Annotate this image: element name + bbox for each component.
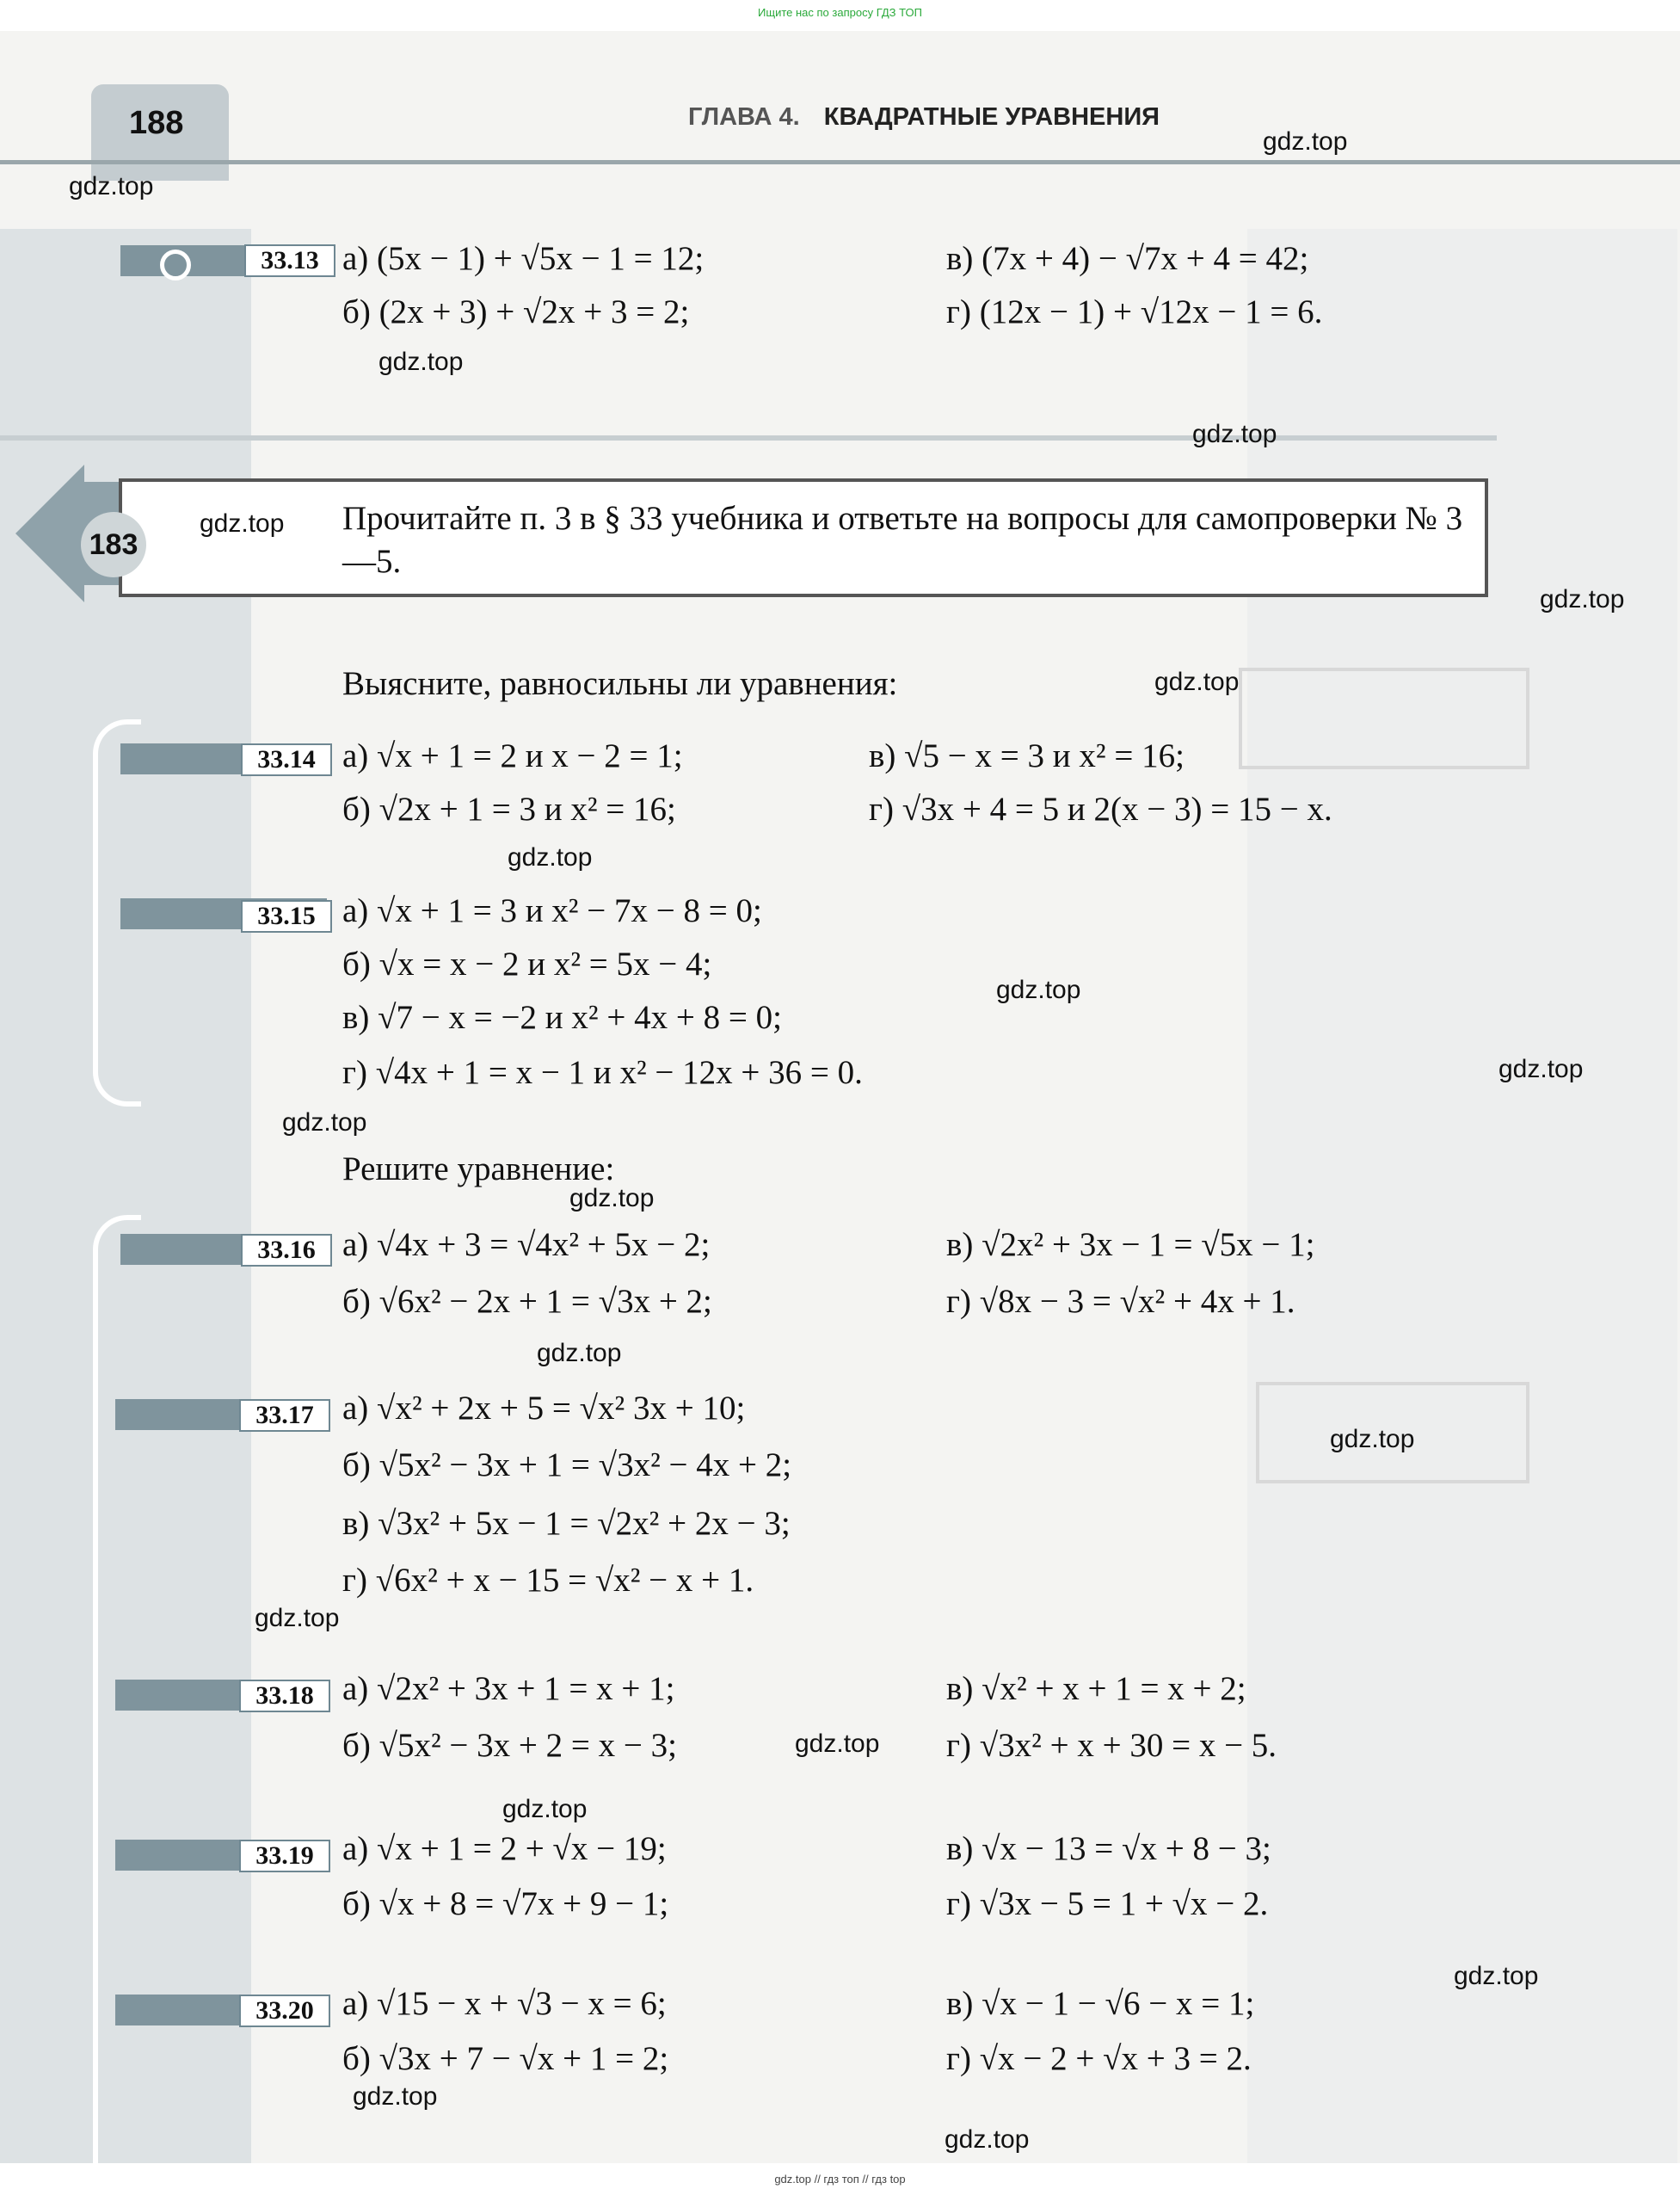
equation-item: б) (2x + 3) + √2x + 3 = 2;: [342, 293, 690, 330]
watermark: gdz.top: [945, 2125, 1030, 2154]
exercise-number: 33.20: [239, 1995, 330, 2027]
equation-item: г) √6x² + x − 15 = √x² − x + 1.: [342, 1562, 754, 1599]
equation-item: г) √3x² + x + 30 = x − 5.: [946, 1727, 1277, 1764]
chapter-label: ГЛАВА 4.: [688, 103, 800, 131]
reference-number: 183: [81, 512, 146, 577]
equation-item: в) √3x² + 5x − 1 = √2x² + 2x − 3;: [342, 1505, 791, 1542]
equation-item: в) √7 − x = −2 и x² + 4x + 8 = 0;: [342, 999, 782, 1036]
page-number: 188: [129, 105, 184, 141]
equation-item: б) √2x + 1 = 3 и x² = 16;: [342, 791, 676, 828]
watermark: gdz.top: [508, 843, 593, 872]
header-rule: [0, 160, 1680, 164]
equation-item: а) √x + 1 = 3 и x² − 7x − 8 = 0;: [342, 892, 762, 929]
equation-item: а) √x + 1 = 2 + √x − 19;: [342, 1830, 667, 1867]
watermark: gdz.top: [795, 1729, 880, 1758]
equation-item: г) √8x − 3 = √x² + 4x + 1.: [946, 1283, 1295, 1320]
watermark: gdz.top: [1454, 1962, 1539, 1990]
watermark: gdz.top: [1154, 668, 1240, 696]
equation-item: а) √x + 1 = 2 и x − 2 = 1;: [342, 737, 683, 774]
bottom-note: gdz.top // гдз топ // гдз top: [774, 2173, 906, 2186]
watermark: gdz.top: [1263, 127, 1348, 156]
top-note: Ищите нас по запросу ГДЗ ТОП: [758, 6, 922, 19]
watermark: gdz.top: [1498, 1055, 1584, 1083]
reference-text: Прочитайте п. 3 в § 33 учебника и ответьте на вопросы для самопроверки № 3—5.: [342, 500, 1463, 580]
exercise-number: 33.14: [241, 743, 332, 776]
equation-item: б) √5x² − 3x + 2 = x − 3;: [342, 1727, 677, 1764]
exercise-number: 33.15: [241, 900, 332, 933]
watermark: gdz.top: [353, 2082, 438, 2111]
watermark: gdz.top: [537, 1339, 622, 1367]
exercise-number: 33.16: [241, 1234, 332, 1267]
equation-item: а) √15 − x + √3 − x = 6;: [342, 1985, 667, 2022]
equation-item: в) √2x² + 3x − 1 = √5x − 1;: [946, 1226, 1315, 1263]
equation-item: б) √3x + 7 − √x + 1 = 2;: [342, 2040, 669, 2077]
watermark: gdz.top: [1330, 1425, 1415, 1453]
equation-item: а) √x² + 2x + 5 = √x² 3x + 10;: [342, 1390, 746, 1427]
equation-item: в) √x² + x + 1 = x + 2;: [946, 1670, 1246, 1707]
exercise-number: 33.17: [239, 1399, 330, 1432]
section-heading: Решите уравнение:: [342, 1150, 615, 1187]
equation-item: а) (5x − 1) + √5x − 1 = 12;: [342, 240, 705, 277]
equation-item: б) √x + 8 = √7x + 9 − 1;: [342, 1885, 669, 1922]
watermark: gdz.top: [1540, 585, 1625, 613]
watermark: gdz.top: [569, 1184, 655, 1212]
watermark: gdz.top: [378, 348, 464, 376]
equation-item: в) √x − 1 − √6 − x = 1;: [946, 1985, 1255, 2022]
watermark: gdz.top: [502, 1795, 588, 1823]
equation-item: в) √5 − x = 3 и x² = 16;: [869, 737, 1185, 774]
equation-item: а) √2x² + 3x + 1 = x + 1;: [342, 1670, 675, 1707]
difficulty-circle-icon: [160, 250, 191, 281]
equation-item: г) (12x − 1) + √12x − 1 = 6.: [946, 293, 1323, 330]
equation-item: а) √4x + 3 = √4x² + 5x − 2;: [342, 1226, 711, 1263]
exercise-number: 33.13: [244, 244, 335, 277]
equation-item: б) √6x² − 2x + 1 = √3x + 2;: [342, 1283, 712, 1320]
equation-item: г) √4x + 1 = x − 1 и x² − 12x + 36 = 0.: [342, 1054, 863, 1091]
section-heading: Выясните, равносильны ли уравнения:: [342, 665, 898, 702]
equation-item: г) √3x + 4 = 5 и 2(x − 3) = 15 − x.: [869, 791, 1332, 828]
chapter-title: КВАДРАТНЫЕ УРАВНЕНИЯ: [823, 103, 1160, 131]
equation-item: в) (7x + 4) − √7x + 4 = 42;: [946, 240, 1309, 277]
reference-arrow-icon: [15, 465, 84, 602]
equation-item: в) √x − 13 = √x + 8 − 3;: [946, 1830, 1271, 1867]
watermark: gdz.top: [200, 509, 285, 538]
exercise-number: 33.18: [239, 1680, 330, 1712]
watermark: gdz.top: [255, 1604, 340, 1632]
watermark: gdz.top: [996, 976, 1081, 1004]
equation-item: б) √5x² − 3x + 1 = √3x² − 4x + 2;: [342, 1446, 792, 1483]
exercise-number: 33.19: [239, 1840, 330, 1872]
watermark: gdz.top: [69, 172, 154, 200]
bleed-through-box: [1239, 668, 1529, 769]
chapter-heading: [688, 103, 1160, 132]
equation-item: г) √3x − 5 = 1 + √x − 2.: [946, 1885, 1269, 1922]
equation-item: б) √x = x − 2 и x² = 5x − 4;: [342, 946, 712, 983]
watermark: gdz.top: [1192, 420, 1277, 448]
watermark: gdz.top: [282, 1108, 367, 1137]
equation-item: г) √x − 2 + √x + 3 = 2.: [946, 2040, 1252, 2077]
